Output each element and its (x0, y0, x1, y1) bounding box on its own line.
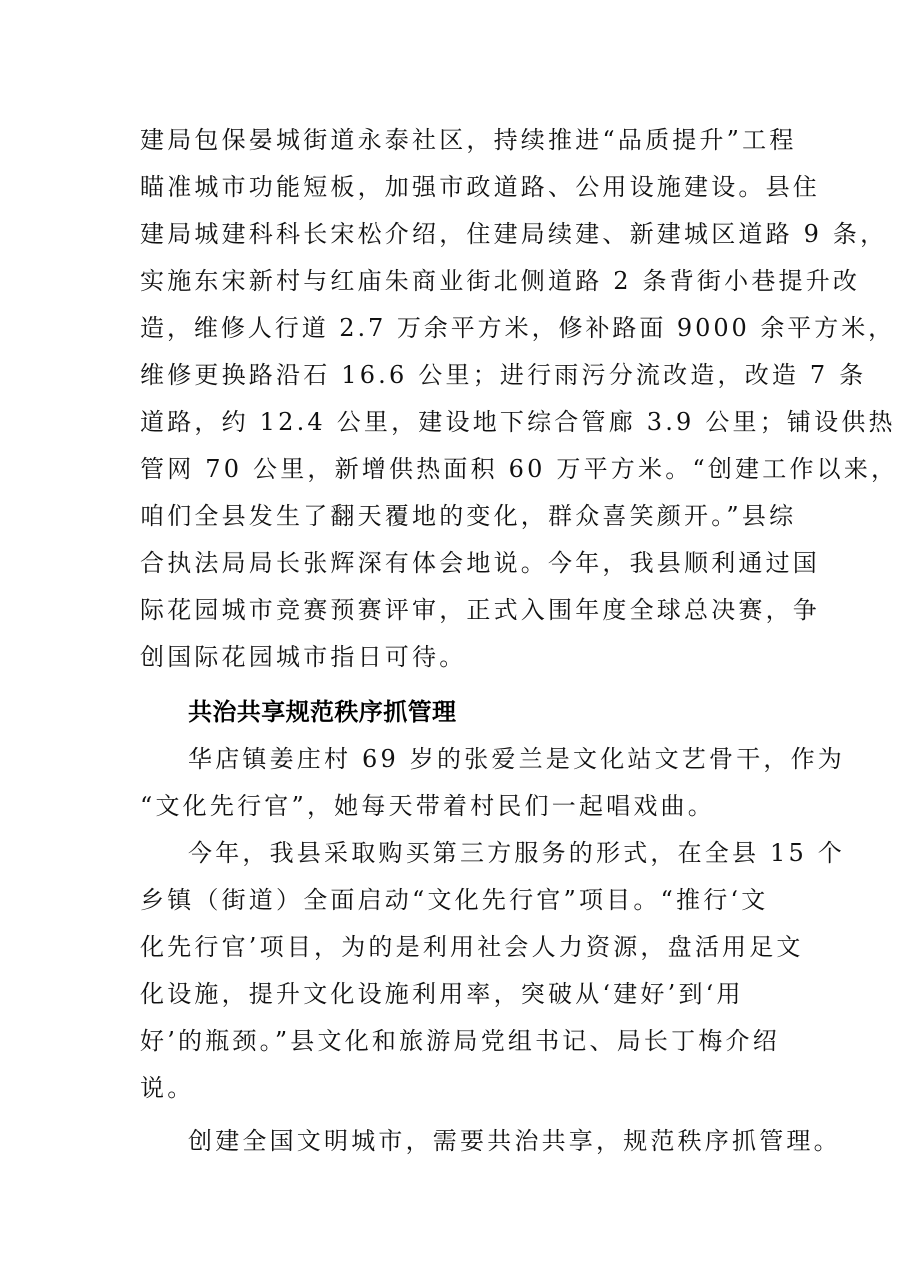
paragraph-1-line-6: 维修更换路沿石 16.6 公里；进行雨污分流改造，改造 7 条 (140, 361, 867, 389)
paragraph-1-line-5: 造，维修人行道 2.7 万余平方米，修补路面 9000 余平方米， (140, 314, 896, 342)
paragraph-3-line-4: 化设施，提升文化设施利用率，突破从‘建好’到‘用 (140, 980, 744, 1008)
paragraph-3-line-6: 说。 (140, 1074, 195, 1102)
paragraph-1-line-3: 建局城建科科长宋松介绍，住建局续建、新建城区道路 9 条， (140, 220, 888, 248)
paragraph-3-line-3: 化先行官’项目，为的是利用社会人力资源，盘活用足文 (140, 933, 804, 961)
paragraph-1-line-12: 创国际花园城市指日可待。 (140, 643, 467, 671)
paragraph-1-line-4: 实施东宋新村与红庙朱商业街北侧道路 2 条背街小巷提升改 (140, 267, 861, 295)
paragraph-1-line-8: 管网 70 公里，新增供热面积 60 万平方米。“创建工作以来， (140, 455, 899, 483)
paragraph-1-line-1: 建局包保晏城街道永泰社区，持续推进“品质提升”工程 (140, 126, 797, 154)
paragraph-3-line-1: 今年，我县采取购买第三方服务的形式，在全县 15 个 (188, 839, 845, 867)
paragraph-1-line-10: 合执法局局长张辉深有体会地说。今年，我县顺利通过国 (140, 549, 820, 577)
paragraph-3-line-2: 乡镇（街道）全面启动“文化先行官”项目。“推行‘文 (140, 886, 769, 914)
section-heading: 共治共享规范秩序抓管理 (188, 698, 457, 726)
paragraph-1-line-11: 际花园城市竞赛预赛评审，正式入围年度全球总决赛，争 (140, 596, 820, 624)
paragraph-2-line-2: “文化先行官”，她每天带着村民们一起唱戏曲。 (140, 792, 715, 820)
paragraph-1-line-9: 咱们全县发生了翻天覆地的变化，群众喜笑颜开。”县综 (140, 502, 797, 530)
paragraph-3-line-5: 好’的瓶颈。”县文化和旅游局党组书记、局长丁梅介绍 (140, 1027, 780, 1055)
paragraph-1-line-7: 道路，约 12.4 公里，建设地下综合管廊 3.9 公里；铺设供热 (140, 408, 896, 436)
paragraph-4-line-1: 创建全国文明城市，需要共治共享，规范秩序抓管理。 (188, 1127, 841, 1155)
paragraph-2-line-1: 华店镇姜庄村 69 岁的张爱兰是文化站文艺骨干，作为 (188, 745, 845, 773)
paragraph-1-line-2: 瞄准城市功能短板，加强市政道路、公用设施建设。县住 (140, 173, 820, 201)
